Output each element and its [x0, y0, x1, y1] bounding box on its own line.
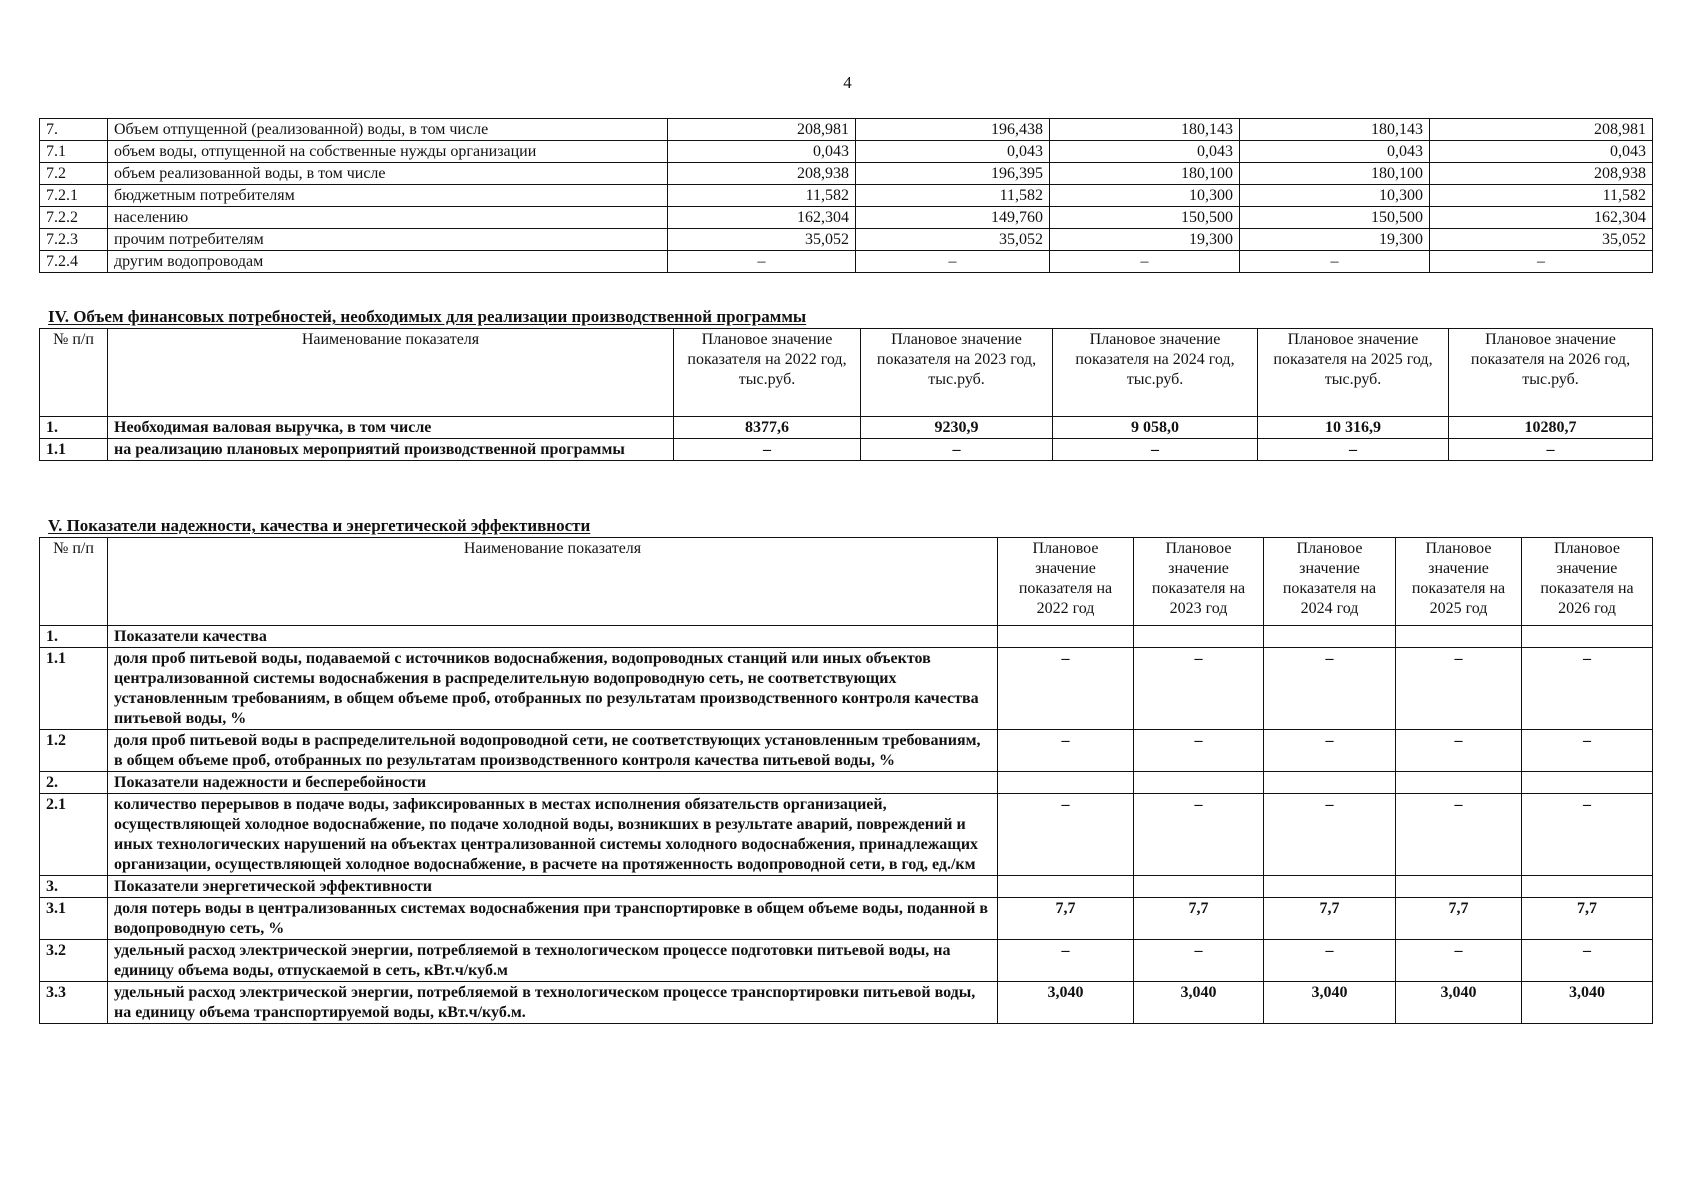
value-cell: –	[674, 439, 861, 461]
value-cell: –	[1522, 794, 1653, 876]
value-cell: 3,040	[1264, 982, 1396, 1024]
value-cell: 7,7	[998, 898, 1134, 940]
value-cell: 3,040	[1396, 982, 1522, 1024]
row-number: 1.	[40, 417, 108, 439]
col-header-name: Наименование показателя	[108, 538, 998, 626]
value-cell: 162,304	[668, 207, 856, 229]
value-cell: –	[1134, 648, 1264, 730]
indicator-name: Показатели энергетической эффективности	[108, 876, 998, 898]
indicator-name: Объем отпущенной (реализованной) воды, в том числе	[108, 119, 668, 141]
value-cell: 0,043	[668, 141, 856, 163]
value-cell: –	[1430, 251, 1653, 273]
row-number: 7.2.4	[40, 251, 108, 273]
value-cell: 35,052	[856, 229, 1050, 251]
table-row	[40, 794, 1653, 876]
value-cell: 180,100	[1050, 163, 1240, 185]
value-cell: –	[1522, 940, 1653, 982]
row-number: 2.	[40, 772, 108, 794]
financial-needs-header-row	[40, 329, 1653, 417]
row-number: 1.2	[40, 730, 108, 772]
table-row	[40, 439, 1653, 461]
indicator-name: количество перерывов в подаче воды, зафиксированных в местах исполнения обязательств организацией, осуществляющей холодное водоснабжение, по подаче холодной воды, возникших в результате аварий, повреждений и иных технологических нарушений на объектах централизованной системы холодного водоснабжения, принадлежащих организации, осуществляющей холодное водоснабжение, в расчете на протяженность водопроводной сети, в год, ед./км	[108, 794, 998, 876]
value-cell: 10,300	[1240, 185, 1430, 207]
value-cell: –	[856, 251, 1050, 273]
table-row	[40, 982, 1653, 1024]
row-number: 7.2.2	[40, 207, 108, 229]
table-row	[40, 940, 1653, 982]
value-cell	[998, 772, 1134, 794]
indicator-name: Показатели качества	[108, 626, 998, 648]
indicator-name: Необходимая валовая выручка, в том числе	[108, 417, 674, 439]
reliability-quality-header-row	[40, 538, 1653, 626]
value-cell: 3,040	[1134, 982, 1264, 1024]
row-number: 3.2	[40, 940, 108, 982]
value-cell	[1134, 876, 1264, 898]
indicator-name: доля проб питьевой воды, подаваемой с источников водоснабжения, водопроводных станций или иных объектов централизованной системы водоснабжения в распределительную водопроводную сеть, не соответствующих установленным требованиям, в общем объеме проб, отобранных по результатам производственного контроля качества питьевой воды, %	[108, 648, 998, 730]
row-number: 7.	[40, 119, 108, 141]
table-row	[40, 141, 1653, 163]
indicator-name: объем реализованной воды, в том числе	[108, 163, 668, 185]
value-cell	[1396, 772, 1522, 794]
value-cell: 10280,7	[1449, 417, 1653, 439]
col-header-name: Наименование показателя	[108, 329, 674, 417]
financial-needs-table	[39, 328, 1653, 461]
value-cell: 10,300	[1050, 185, 1240, 207]
row-number: 3.1	[40, 898, 108, 940]
col-header-year: Плановое значение показателя на 2025 год, тыс.руб.	[1258, 329, 1449, 417]
value-cell	[1264, 626, 1396, 648]
value-cell: 208,938	[1430, 163, 1653, 185]
value-cell: –	[1264, 940, 1396, 982]
col-header-year: Плановое значение показателя на 2023 год, тыс.руб.	[861, 329, 1053, 417]
table-row	[40, 772, 1653, 794]
value-cell: 0,043	[1240, 141, 1430, 163]
table-row	[40, 163, 1653, 185]
value-cell: –	[1240, 251, 1430, 273]
page-number: 4	[843, 73, 852, 92]
value-cell: 7,7	[1264, 898, 1396, 940]
col-header-num: № п/п	[40, 329, 108, 417]
value-cell	[1522, 626, 1653, 648]
reliability-quality-table	[39, 537, 1653, 1024]
value-cell: 9230,9	[861, 417, 1053, 439]
row-number: 1.1	[40, 439, 108, 461]
row-number: 7.2.1	[40, 185, 108, 207]
row-number: 3.	[40, 876, 108, 898]
value-cell: –	[998, 730, 1134, 772]
value-cell: –	[998, 940, 1134, 982]
value-cell: –	[668, 251, 856, 273]
table-row	[40, 648, 1653, 730]
col-header-year: Плановое значение показателя на 2022 год, тыс.руб.	[674, 329, 861, 417]
value-cell: –	[998, 794, 1134, 876]
value-cell: 180,143	[1240, 119, 1430, 141]
value-cell: –	[1050, 251, 1240, 273]
col-header-year: Плановое значение показателя на 2024 год, тыс.руб.	[1053, 329, 1258, 417]
value-cell	[1396, 626, 1522, 648]
value-cell: 7,7	[1396, 898, 1522, 940]
value-cell: 196,438	[856, 119, 1050, 141]
value-cell: 9 058,0	[1053, 417, 1258, 439]
value-cell: 162,304	[1430, 207, 1653, 229]
indicator-name: прочим потребителям	[108, 229, 668, 251]
value-cell: 149,760	[856, 207, 1050, 229]
row-number: 7.2	[40, 163, 108, 185]
value-cell: 208,938	[668, 163, 856, 185]
value-cell: 11,582	[668, 185, 856, 207]
row-number: 1.	[40, 626, 108, 648]
water-volume-table-body	[40, 119, 1653, 273]
indicator-name: удельный расход электрической энергии, потребляемой в технологическом процессе подготовки питьевой воды, на единицу объема воды, отпускаемой в сеть, кВт.ч/куб.м	[108, 940, 998, 982]
indicator-name: удельный расход электрической энергии, потребляемой в технологическом процессе транспортировки питьевой воды, на единицу объема транспортируемой воды, кВт.ч/куб.м.	[108, 982, 998, 1024]
indicator-name: бюджетным потребителям	[108, 185, 668, 207]
col-header-year: Плановое значение показателя на 2023 год	[1134, 538, 1264, 626]
value-cell	[1522, 876, 1653, 898]
value-cell	[1396, 876, 1522, 898]
value-cell: –	[1522, 730, 1653, 772]
value-cell: 7,7	[1522, 898, 1653, 940]
section-iv-title: IV. Объем финансовых потребностей, необходимых для реализации производственной программы	[48, 307, 807, 326]
value-cell: –	[1134, 940, 1264, 982]
value-cell: 150,500	[1240, 207, 1430, 229]
value-cell: 0,043	[1050, 141, 1240, 163]
row-number: 3.3	[40, 982, 108, 1024]
water-volume-table	[39, 118, 1653, 273]
row-number: 2.1	[40, 794, 108, 876]
value-cell: 10 316,9	[1258, 417, 1449, 439]
indicator-name: населению	[108, 207, 668, 229]
value-cell: –	[1396, 794, 1522, 876]
value-cell: –	[998, 648, 1134, 730]
value-cell	[1134, 772, 1264, 794]
value-cell	[998, 626, 1134, 648]
value-cell: 180,100	[1240, 163, 1430, 185]
value-cell: 11,582	[856, 185, 1050, 207]
indicator-name: другим водопроводам	[108, 251, 668, 273]
table-row	[40, 626, 1653, 648]
table-row	[40, 730, 1653, 772]
table-row	[40, 229, 1653, 251]
col-header-year: Плановое значение показателя на 2026 год	[1522, 538, 1653, 626]
section-v-title: V. Показатели надежности, качества и энергетической эффективности	[48, 516, 591, 535]
value-cell: 35,052	[668, 229, 856, 251]
value-cell: –	[1053, 439, 1258, 461]
value-cell	[1264, 876, 1396, 898]
value-cell: –	[1449, 439, 1653, 461]
table-row	[40, 185, 1653, 207]
value-cell: 0,043	[856, 141, 1050, 163]
value-cell: –	[861, 439, 1053, 461]
table-row	[40, 119, 1653, 141]
indicator-name: объем воды, отпущенной на собственные нужды организации	[108, 141, 668, 163]
table-row	[40, 876, 1653, 898]
row-number: 7.1	[40, 141, 108, 163]
table-row	[40, 207, 1653, 229]
table-row	[40, 251, 1653, 273]
indicator-name: на реализацию плановых мероприятий производственной программы	[108, 439, 674, 461]
reliability-quality-table-body	[40, 626, 1653, 1024]
value-cell	[998, 876, 1134, 898]
value-cell: –	[1258, 439, 1449, 461]
col-header-year: Плановое значение показателя на 2022 год	[998, 538, 1134, 626]
value-cell: 196,395	[856, 163, 1050, 185]
value-cell: 180,143	[1050, 119, 1240, 141]
indicator-name: доля потерь воды в централизованных системах водоснабжения при транспортировке в общем объеме воды, поданной в водопроводную сеть, %	[108, 898, 998, 940]
col-header-year: Плановое значение показателя на 2026 год, тыс.руб.	[1449, 329, 1653, 417]
value-cell: 3,040	[1522, 982, 1653, 1024]
value-cell: –	[1264, 730, 1396, 772]
value-cell: 19,300	[1050, 229, 1240, 251]
indicator-name: Показатели надежности и бесперебойности	[108, 772, 998, 794]
table-row	[40, 417, 1653, 439]
value-cell	[1264, 772, 1396, 794]
value-cell: 150,500	[1050, 207, 1240, 229]
value-cell: 3,040	[998, 982, 1134, 1024]
value-cell: 11,582	[1430, 185, 1653, 207]
value-cell	[1134, 626, 1264, 648]
value-cell: 8377,6	[674, 417, 861, 439]
value-cell: 208,981	[1430, 119, 1653, 141]
col-header-year: Плановое значение показателя на 2024 год	[1264, 538, 1396, 626]
value-cell: –	[1134, 794, 1264, 876]
table-row	[40, 898, 1653, 940]
value-cell: 19,300	[1240, 229, 1430, 251]
value-cell: –	[1396, 648, 1522, 730]
col-header-num: № п/п	[40, 538, 108, 626]
indicator-name: доля проб питьевой воды в распределительной водопроводной сети, не соответствующих установленным требованиям, в общем объеме проб, отобранных по результатам производственного контроля качества питьевой воды, %	[108, 730, 998, 772]
value-cell: 7,7	[1134, 898, 1264, 940]
value-cell: –	[1396, 730, 1522, 772]
row-number: 7.2.3	[40, 229, 108, 251]
value-cell: –	[1522, 648, 1653, 730]
value-cell: –	[1264, 648, 1396, 730]
value-cell: –	[1396, 940, 1522, 982]
col-header-year: Плановое значение показателя на 2025 год	[1396, 538, 1522, 626]
row-number: 1.1	[40, 648, 108, 730]
value-cell: –	[1264, 794, 1396, 876]
value-cell: 0,043	[1430, 141, 1653, 163]
value-cell	[1522, 772, 1653, 794]
value-cell: –	[1134, 730, 1264, 772]
value-cell: 35,052	[1430, 229, 1653, 251]
value-cell: 208,981	[668, 119, 856, 141]
financial-needs-table-body	[40, 417, 1653, 461]
